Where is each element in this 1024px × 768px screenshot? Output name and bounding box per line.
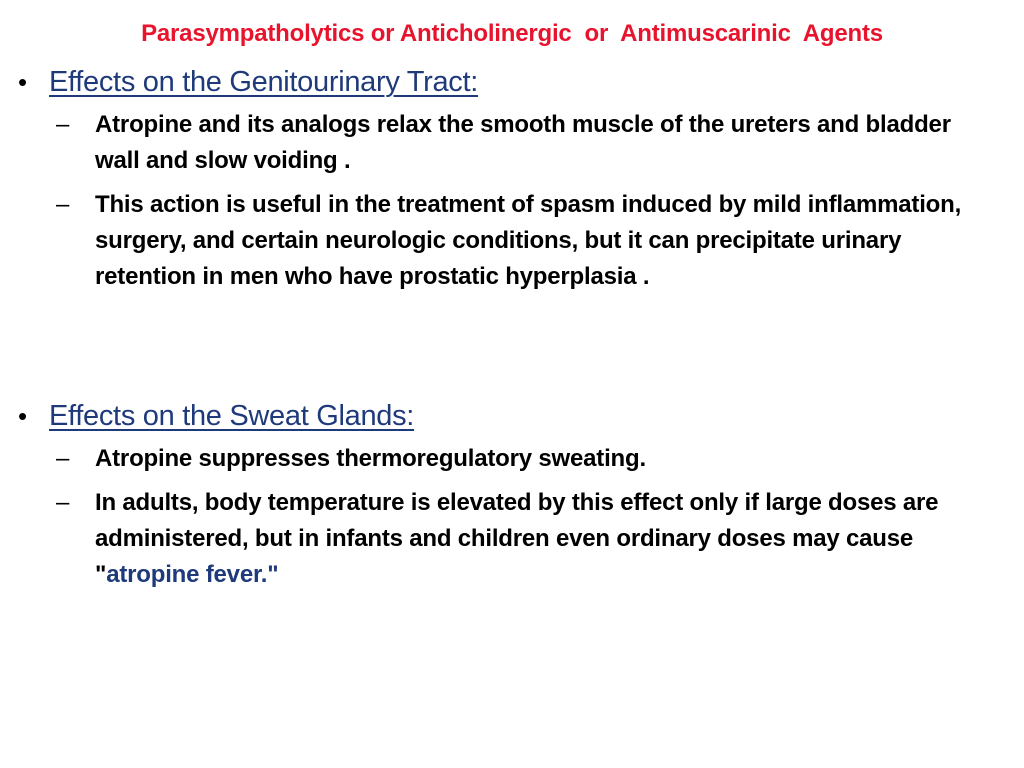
dash-icon: – — [56, 489, 70, 516]
list-item — [18, 107, 1008, 179]
slide-title: Parasympatholytics or Anticholinergic or Antimuscarinic Agents — [141, 20, 883, 47]
list-item-text: Atropine suppresses thermoregulatory sweating. — [95, 445, 646, 472]
list-item — [18, 485, 1008, 593]
list-item-text-main: In adults, body temperature is elevated by this effect only if large doses are administered, but in infants and children even ordinary doses may cause " — [95, 489, 939, 588]
section-heading: Effects on the Sweat Glands: — [49, 400, 415, 432]
bullet-icon: • — [18, 67, 28, 97]
list-item — [18, 187, 1008, 295]
section-sweat-glands — [18, 400, 1008, 601]
sub-list — [18, 107, 1008, 295]
section-heading: Effects on the Genitourinary Tract: — [49, 66, 479, 98]
dash-icon: – — [56, 445, 70, 472]
list-item-text — [95, 485, 985, 593]
dash-icon: – — [56, 111, 70, 138]
dash-icon: – — [56, 191, 70, 218]
sub-list — [18, 441, 1008, 593]
atropine-fever-highlight: atropine fever." — [106, 561, 279, 588]
section-heading-row — [18, 400, 1008, 433]
section-genitourinary — [18, 66, 1008, 303]
list-item-text: This action is useful in the treatment of spasm induced by mild inflammation, surgery, and certain neurologic conditions, but it can precipitate urinary retention in men who have prostatic hyperplasia . — [95, 191, 962, 290]
list-item — [18, 441, 1008, 477]
list-item-text: Atropine and its analogs relax the smooth muscle of the ureters and bladder wall and slow voiding . — [95, 111, 951, 174]
section-heading-row — [18, 66, 1008, 99]
bullet-icon: • — [18, 401, 28, 431]
